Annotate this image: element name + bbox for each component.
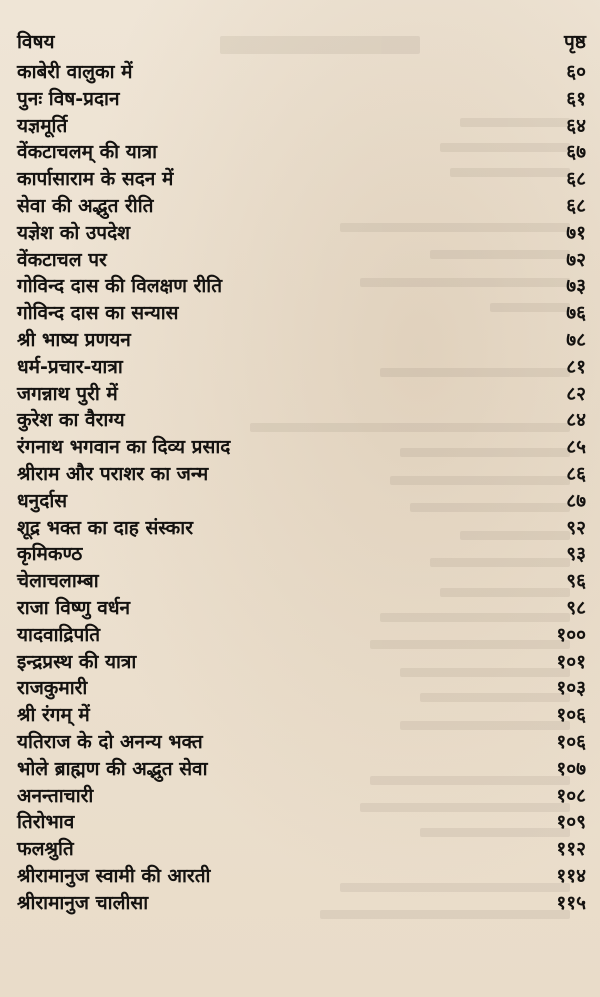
page-column-label: पृष्ठ xyxy=(564,31,586,53)
entry-title: शूद्र भक्त का दाह संस्कार xyxy=(17,516,193,539)
entry-title: श्रीरामानुज स्वामी की आरती xyxy=(17,864,211,887)
toc-entry xyxy=(17,595,586,622)
entry-page-number: ९८ xyxy=(566,596,586,619)
entry-title: कार्पासाराम के सदन में xyxy=(17,168,174,191)
entry-title: तिरोभाव xyxy=(17,811,75,834)
toc-entry xyxy=(17,59,586,86)
toc-entry xyxy=(17,836,586,863)
entry-title: फलश्रुति xyxy=(17,838,74,861)
toc-entry xyxy=(17,273,586,300)
entry-page-number: ७२ xyxy=(566,248,586,271)
entry-page-number: ६० xyxy=(566,61,586,83)
toc-header xyxy=(17,28,586,58)
toc-entry xyxy=(17,300,586,327)
toc-entry xyxy=(17,166,586,193)
entry-page-number: १०६ xyxy=(556,730,586,753)
entry-title: अनन्ताचारी xyxy=(17,784,94,807)
entry-page-number: १०९ xyxy=(556,811,586,834)
entry-title: वेंकटाचलम् की यात्रा xyxy=(17,141,158,164)
entry-page-number: ८१ xyxy=(566,355,586,378)
entry-title: राजा विष्णु वर्धन xyxy=(17,596,131,619)
entry-page-number: ९२ xyxy=(566,516,586,539)
toc-entry xyxy=(17,381,586,408)
toc-entry xyxy=(17,622,586,649)
toc-entry xyxy=(17,327,586,354)
toc-entry xyxy=(17,675,586,702)
entry-page-number: ८२ xyxy=(566,382,586,405)
entry-page-number: ७१ xyxy=(566,221,586,244)
toc-entry xyxy=(17,809,586,836)
entry-title: पुनः विष-प्रदान xyxy=(17,87,120,110)
toc-entry xyxy=(17,461,586,488)
toc-entry xyxy=(17,407,586,434)
entry-page-number: १०० xyxy=(556,623,586,646)
entry-title: जगन्नाथ पुरी में xyxy=(17,382,118,405)
toc-entry xyxy=(17,890,586,917)
toc-entry xyxy=(17,783,586,810)
entry-page-number: ६८ xyxy=(566,168,586,191)
entry-page-number: ६७ xyxy=(566,141,586,164)
entry-title: चेलाचलाम्बा xyxy=(17,570,99,593)
entry-title: गोविन्द दास की विलक्षण रीति xyxy=(17,275,223,298)
toc-entry xyxy=(17,729,586,756)
entry-page-number: ११५ xyxy=(556,891,586,914)
toc-entry xyxy=(17,434,586,461)
entry-page-number: ८५ xyxy=(566,436,586,459)
entry-page-number: ८७ xyxy=(566,489,586,512)
entry-page-number: ११४ xyxy=(556,864,586,887)
entry-title: श्रीराम और पराशर का जन्म xyxy=(17,462,209,485)
toc-entry xyxy=(17,247,586,274)
entry-title: रंगनाथ भगवान का दिव्य प्रसाद xyxy=(17,436,231,459)
entry-title: सेवा की अद्भुत रीति xyxy=(17,194,154,217)
toc-entry xyxy=(17,863,586,890)
entry-title: श्री भाष्य प्रणयन xyxy=(17,328,131,351)
entry-page-number: १०८ xyxy=(556,784,586,807)
entry-page-number: ७३ xyxy=(566,275,586,298)
toc-entry xyxy=(17,86,586,113)
entry-page-number: ११२ xyxy=(556,838,586,861)
entry-title: राजकुमारी xyxy=(17,677,88,700)
entry-page-number: ९३ xyxy=(566,543,586,566)
entry-title: धर्म-प्रचार-यात्रा xyxy=(17,355,123,378)
entry-title: यज्ञेश को उपदेश xyxy=(17,221,131,244)
entry-page-number: १०७ xyxy=(556,757,586,780)
entry-page-number: ९६ xyxy=(566,570,586,593)
entry-title: यादवाद्रिपति xyxy=(17,623,101,646)
toc-entry xyxy=(17,354,586,381)
entry-title: भोले ब्राह्मण की अद्भुत सेवा xyxy=(17,757,208,780)
entry-page-number: ८६ xyxy=(566,462,586,485)
entry-page-number: ८४ xyxy=(566,409,586,432)
entry-title: कुरेश का वैराग्य xyxy=(17,409,125,432)
toc-entry xyxy=(17,702,586,729)
toc-entry xyxy=(17,193,586,220)
toc-entry xyxy=(17,488,586,515)
toc-entry xyxy=(17,568,586,595)
entry-page-number: ७६ xyxy=(566,302,586,325)
toc-entry xyxy=(17,515,586,542)
entry-title: वेंकटाचल पर xyxy=(17,248,107,271)
toc-entry xyxy=(17,220,586,247)
toc-entry xyxy=(17,139,586,166)
entry-page-number: ६४ xyxy=(566,114,586,137)
entry-page-number: १०१ xyxy=(556,650,586,673)
toc-entry xyxy=(17,113,586,140)
entry-page-number: ७८ xyxy=(566,328,586,351)
toc-entry xyxy=(17,649,586,676)
entry-title: धनुर्दास xyxy=(17,489,68,512)
entry-page-number: ६१ xyxy=(566,87,586,110)
subject-column-label: विषय xyxy=(17,31,55,53)
entry-title: श्री रंगम् में xyxy=(17,704,90,727)
entry-title: इन्द्रप्रस्थ की यात्रा xyxy=(17,650,137,673)
entry-page-number: ६८ xyxy=(566,194,586,217)
entry-title: यज्ञमूर्ति xyxy=(17,114,68,137)
entry-title: गोविन्द दास का सन्यास xyxy=(17,302,179,325)
entry-title: कृमिकण्ठ xyxy=(17,543,83,566)
entry-page-number: १०३ xyxy=(556,677,586,700)
toc-entry xyxy=(17,756,586,783)
toc-entry xyxy=(17,541,586,568)
entry-page-number: १०६ xyxy=(556,704,586,727)
entry-title: यतिराज के दो अनन्य भक्त xyxy=(17,730,203,753)
table-of-contents xyxy=(17,59,586,917)
entry-title: श्रीरामानुज चालीसा xyxy=(17,891,149,914)
entry-title: काबेरी वालुका में xyxy=(17,61,133,83)
